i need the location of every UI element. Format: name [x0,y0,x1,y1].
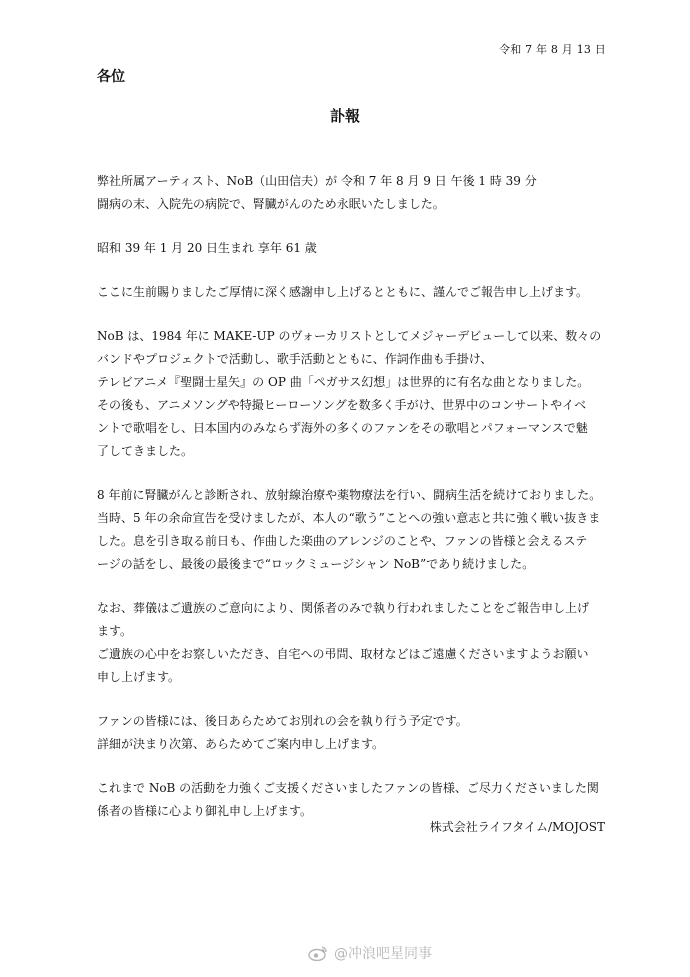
paragraph-line: テレビアニメ『聖闘士星矢』の OP 曲「ペガサス幻想」は世界的に有名な曲となりました。 [97,375,590,389]
paragraph-line: ます。 [97,624,133,638]
paragraph [97,237,617,260]
paragraph [97,484,617,576]
document-body [97,170,617,844]
paragraph-line: ご遺族の心中をお察しいただき、自宅への弔問、取材などはご遠慮くださいますようお願い [97,647,589,661]
paragraph-line: これまで NoB の活動を力強くご支援くださいましたファンの皆様、ご尽力くださいました関 [97,781,599,795]
document-date: 令和 7 年 8 月 13 日 [499,43,606,56]
paragraph-line: ージの話をし、最後の最後まで“ロックミュージシャン NoB”であり続けました。 [97,557,535,571]
paragraph-line: 係者の皆様に心より御礼申し上げます。 [97,804,313,818]
paragraph-line: NoB は、1984 年に MAKE-UP のヴォーカリストとしてメジャーデビューして以来、数々の [97,329,602,343]
paragraph-line: 闘病の末、入院先の病院で、腎臓がんのため永眠いたしました。 [97,197,445,211]
paragraph-line: 詳細が決まり次第、あらためてご案内申し上げます。 [97,737,385,751]
paragraph-line: その後も、アニメソングや特撮ヒーローソングを数多く手がけ、世界中のコンサートやイベ [97,398,587,412]
watermark-text: @冲浪吧星同事 [334,946,432,962]
paragraph-line: 昭和 39 年 1 月 20 日生まれ 享年 61 歳 [97,241,317,255]
signature: 株式会社ライフタイム/MOJOST [429,820,605,834]
paragraph-line: なお、葬儀はご遺族のご意向により、関係者のみで執り行われましたことをご報告申し上げ [97,601,590,615]
document-title: 訃報 [329,107,360,125]
paragraph-line: 申し上げます。 [97,670,181,684]
paragraph [97,777,617,823]
paragraph [97,710,617,756]
paragraph [97,325,617,463]
paragraph-line: 当時、5 年の余命宣告を受けましたが、本人の“歌う”ことへの強い意志と共に強く戦い抜きま [97,511,601,525]
paragraph-line: バンドやプロジェクトで活動し、歌手活動とともに、作詞作曲も手掛け、 [97,352,493,366]
paragraph-line: 弊社所属アーティスト、NoB（山田信夫）が 令和 7 年 8 月 9 日 午後 1 時 39 分 [97,174,537,188]
paragraph-line: 8 年前に腎臓がんと診断され、放射線治療や薬物療法を行い、闘病生活を続けておりました。 [97,488,602,502]
salutation: 各位 [97,69,125,85]
weibo-icon [308,945,328,961]
paragraph-line: した。息を引き取る前日も、作曲した楽曲のアレンジのことや、ファンの皆様と会えるステ [97,534,588,548]
paragraph [97,597,617,689]
paragraph-line: ここに生前賜りましたご厚情に深く感謝申し上げるとともに、謹んでご報告申し上げます。 [97,285,589,299]
paragraph [97,170,617,216]
paragraph [97,281,617,304]
paragraph-line: 了してきました。 [97,444,194,458]
paragraph-line: ファンの皆様には、後日あらためてお別れの会を執り行う予定です。 [97,714,468,728]
watermark [308,943,432,963]
paragraph-line: ントで歌唱をし、日本国内のみならず海外の多くのファンをその歌唱とパフォーマンスで魅 [97,421,588,435]
